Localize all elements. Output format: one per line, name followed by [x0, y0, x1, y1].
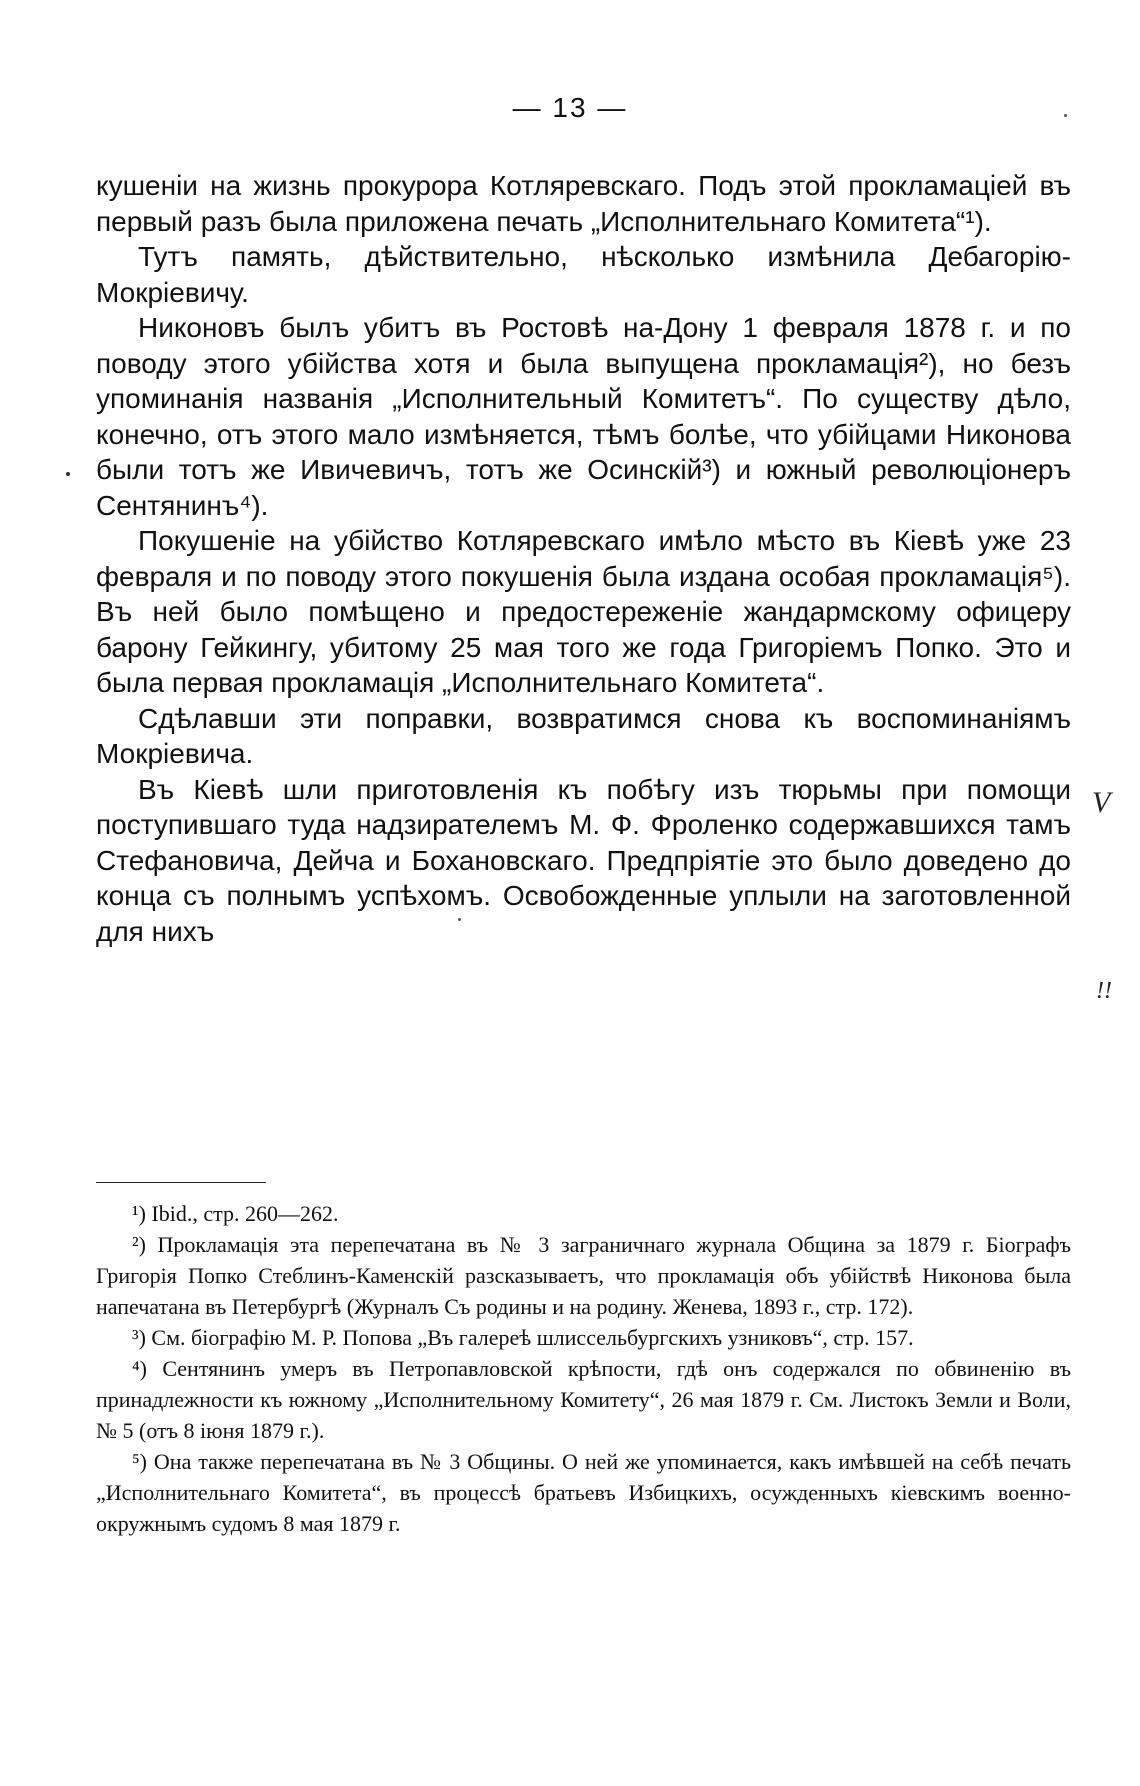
- margin-exclamation-mark: !!: [1096, 978, 1112, 1004]
- main-text: [96, 168, 1071, 949]
- paragraph: Тутъ память, дѣйствительно, нѣсколько измѣнила Дебагорію-Мокріевичу.: [96, 241, 1071, 308]
- paragraph: Сдѣлавши эти поправки, возвратимся снова къ воспоминаніямъ Мокріевича.: [96, 702, 1071, 769]
- footnote: ⁵) Она также перепечатана въ № 3 Общины. О ней же упоминается, какъ имѣвшей на себѣ печать „Исполнительнаго Комитета“, въ процессѣ братьевъ Избицкихъ, осужденныхъ кіевскимъ военно-окружнымъ судомъ 8 мая 1879 г.: [96, 1449, 1071, 1536]
- ink-speck: [66, 472, 70, 476]
- footnote: ²) Прокламація эта перепечатана въ № 3 заграничнаго журнала Община за 1879 г. Біографъ Григорія Попко Стеблинъ-Каменскій разсказываетъ, что прокламація объ убійствѣ Никонова была напечатана въ Петербургѣ (Журналъ Съ родины и на родину. Женева, 1893 г., стр. 172).: [96, 1232, 1071, 1319]
- footnote: ³) См. біографію М. Р. Попова „Въ галереѣ шлиссельбургскихъ узниковъ“, стр. 157.: [132, 1325, 914, 1350]
- footnotes: [96, 1198, 1071, 1539]
- page-number: — 13 —: [512, 92, 628, 123]
- paragraph: Покушеніе на убійство Котляревскаго имѣло мѣсто въ Кіевѣ уже 23 февраля и по поводу этого покушенія была издана особая прокламація⁵). Въ ней было помѣщено и предостереженіе жандармскому офицеру барону Гейкингу, убитому 25 мая того же года Григоріемъ Попко. Это и была первая прокламація „Исполнительнаго Комитета“.: [96, 525, 1071, 698]
- footnote: ⁴) Сентянинъ умеръ въ Петропавловской крѣпости, гдѣ онъ содержался по обвиненію въ принадлежности къ южному „Исполнительному Комитету“, 26 мая 1879 г. См. Листокъ Земли и Воли, № 5 (отъ 8 іюня 1879 г.).: [96, 1356, 1071, 1443]
- footnote-separator: [96, 1182, 266, 1183]
- paragraph: кушеніи на жизнь прокурора Котляревскаго. Подъ этой прокламаціей въ первый разъ была приложена печать „Исполнительнаго Комитета“¹).: [96, 170, 1071, 237]
- footnote: ¹) Ibid., стр. 260—262.: [132, 1201, 339, 1226]
- ink-speck: [1064, 114, 1067, 117]
- paragraph: Въ Кіевѣ шли приготовленія къ побѣгу изъ тюрьмы при помощи поступившаго туда надзирателемъ М. Ф. Фроленко содержавшихся тамъ Стефановича, Дейча и Бохановскаго. Предпріятіе это было доведено до конца съ полнымъ успѣхомъ. Освобожденные уплыли на заготовленной для нихъ: [96, 773, 1071, 947]
- margin-check-mark: V: [1092, 786, 1111, 819]
- paragraph: Никоновъ былъ убитъ въ Ростовѣ на-Дону 1 февраля 1878 г. и по поводу этого убійства хотя и была выпущена прокламація²), но безъ упоминанія названія „Исполнительный Комитетъ“. По существу дѣло, конечно, отъ этого мало измѣняется, тѣмъ болѣе, что убійцами Никонова были тотъ же Ивичевичъ, тотъ же Осинскій³) и южный революціонеръ Сентянинъ⁴).: [96, 312, 1071, 521]
